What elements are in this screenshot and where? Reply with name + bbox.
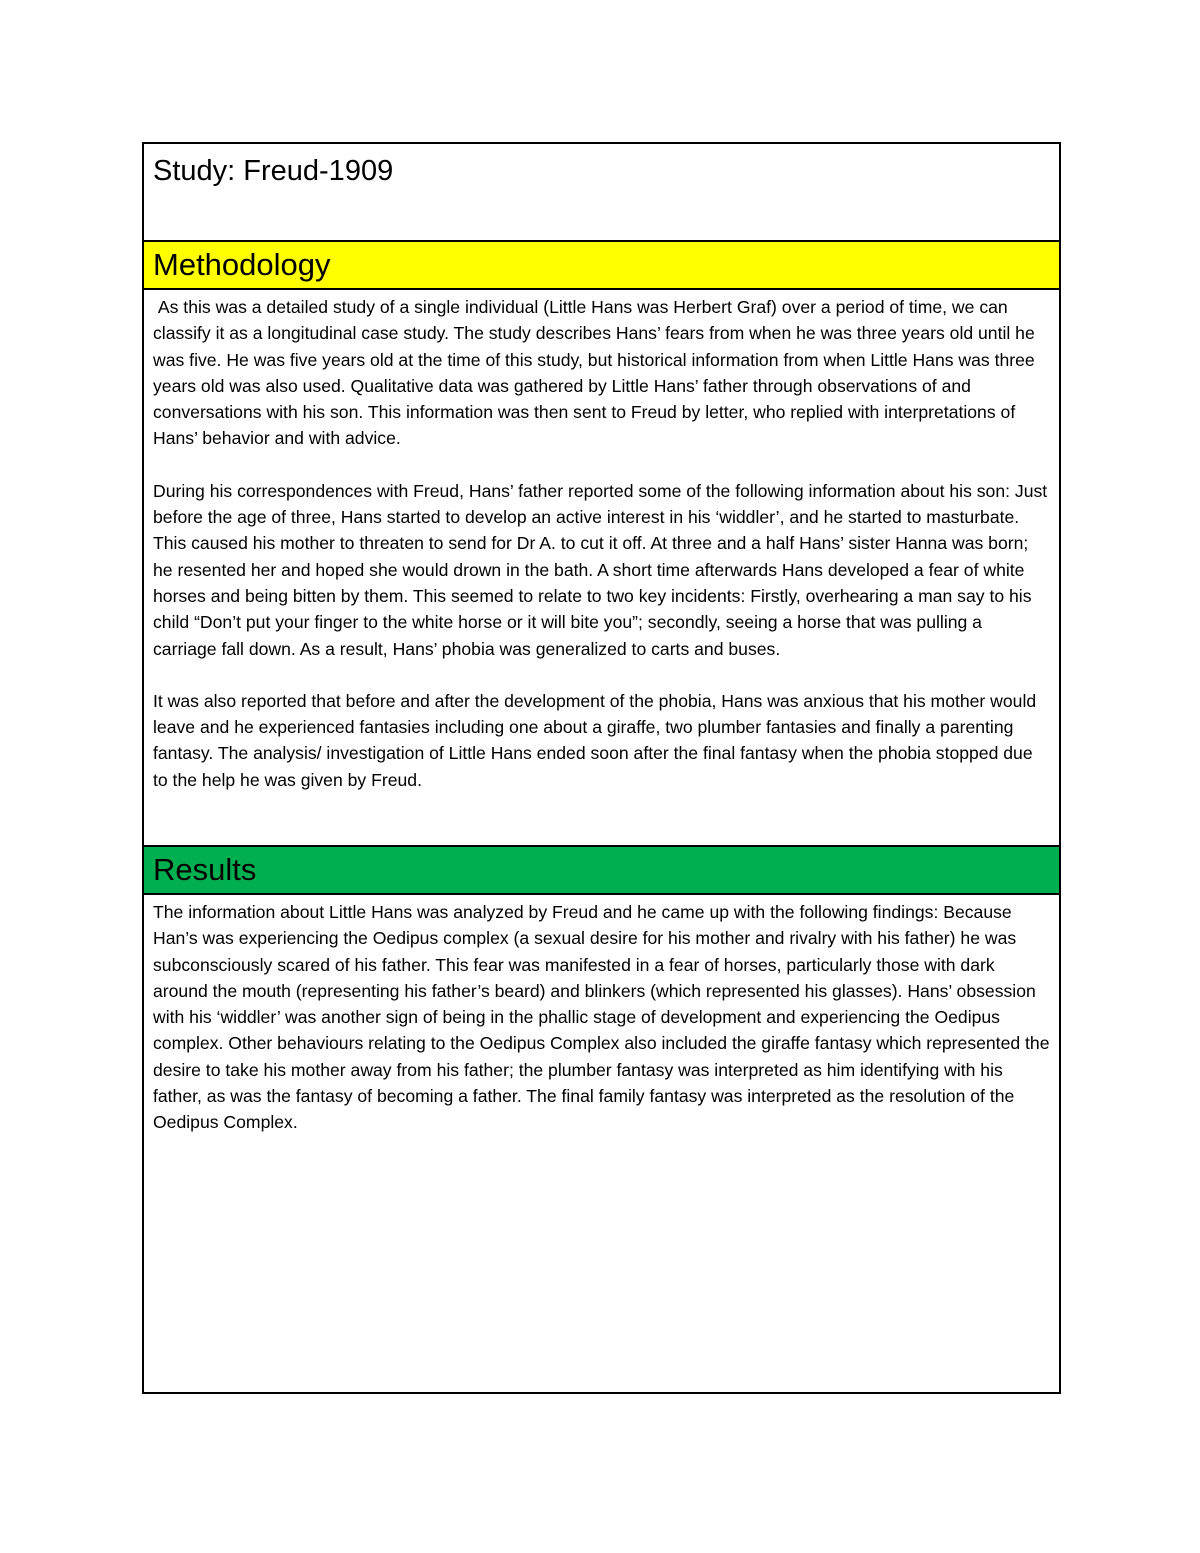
results-paragraph: The information about Little Hans was analyzed by Freud and he came up with the following findings: Because Han’s was experiencing the Oedipus complex (a sexual desire for his mother and rivalry with his father) he was subconsciously scared of his father. This fear was manifested in a fear of horses, particularly those with dark around the mouth (representing his father’s beard) and blinkers (which represented his glasses). Hans’ obsession with his ‘widdler’ was another sign of being in the phallic stage of development and experiencing the Oedipus complex. Other behaviours relating to the Oedipus Complex also included the giraffe fantasy which represented the desire to take his mother away from his father; the plumber fantasy was interpreted as him identifying with his father, as was the fantasy of becoming a father. The final family fantasy was interpreted as the resolution of the Oedipus Complex.: [153, 902, 1050, 1133]
methodology-heading-row: [144, 242, 1059, 290]
methodology-paragraph: During his correspondences with Freud, Hans’ father reported some of the following information about his son: Just before the age of three, Hans started to develop an active interest in his ‘widdler’, and he started to masturbate. This caused his mother to threaten to send for Dr A. to cut it off. At three and a half Hans’ sister Hanna was born; he resented her and hoped she would drown in the bath. A short time afterwards Hans developed a fear of white horses and being bitten by them. This seemed to relate to two key incidents: Firstly, overhearing a man say to his child “Don’t put your finger to the white horse or it will bite you”; secondly, seeing a horse that was pulling a carriage fall down. As a result, Hans’ phobia was generalized to carts and buses.: [153, 480, 1048, 659]
study-table: [142, 142, 1061, 1394]
study-title: Study: Freud-1909: [153, 155, 394, 187]
title-row: [144, 144, 1059, 242]
methodology-body: [144, 290, 1059, 847]
methodology-paragraph: It was also reported that before and after the development of the phobia, Hans was anxious that his mother would leave and he experienced fantasies including one about a giraffe, two plumber fantasies and finally a parenting fantasy. The analysis/ investigation of Little Hans ended soon after the final fantasy when the phobia stopped due to the help he was given by Freud.: [153, 690, 1037, 790]
results-body: [144, 895, 1059, 1392]
methodology-heading: Methodology: [153, 247, 331, 282]
methodology-paragraph: As this was a detailed study of a single individual (Little Hans was Herbert Graf) over a period of time, we can classify it as a longitudinal case study. The study describes Hans’ fears from when he was three years old until he was five. He was five years old at the time of this study, but historical information from when Little Hans was three years old was also used. Qualitative data was gathered by Little Hans’ father through observations of and conversations with his son. This information was then sent to Freud by letter, who replied with interpretations of Hans’ behavior and with advice.: [153, 297, 1040, 449]
results-heading: Results: [153, 852, 257, 887]
results-heading-row: [144, 847, 1059, 895]
